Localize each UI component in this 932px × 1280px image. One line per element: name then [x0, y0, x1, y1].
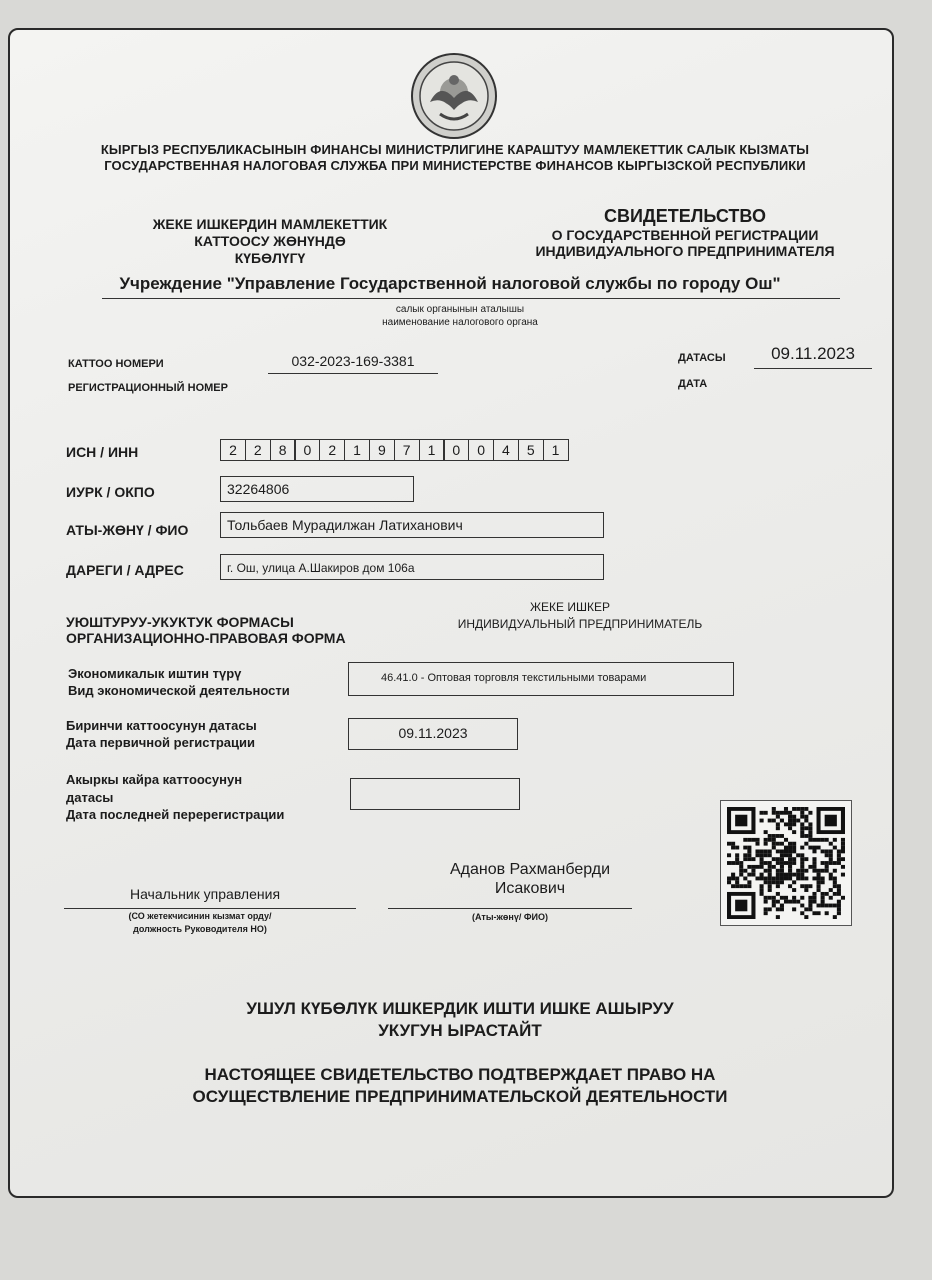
certificate-sheet — [8, 28, 894, 1198]
inn-digit-cell: 8 — [270, 439, 296, 461]
inn-digit-cell: 1 — [419, 439, 445, 461]
name-signature-line — [388, 908, 632, 909]
inn-digit-cell: 0 — [468, 439, 494, 461]
inn-digit-cell: 0 — [443, 439, 469, 461]
inn-digit-cell: 9 — [369, 439, 395, 461]
title-kg: ЖЕКЕ ИШКЕРДИН МАМЛЕКЕТТИК КАТТООСУ ЖӨНҮНДӨ КҮБӨЛҮГҮ — [152, 216, 388, 266]
okpo-label: ИУРК / ОКПО — [66, 484, 155, 500]
inn-digit-cell: 7 — [394, 439, 420, 461]
inn-digit-cell: 2 — [319, 439, 345, 461]
footer-kg: УШУЛ КҮБӨЛҮК ИШКЕРДИК ИШТИ ИШКЕ АШЫРУУ УКУГУН ЫРАСТАЙТ — [246, 999, 674, 1040]
first-reg-label-ru: Дата первичной регистрации — [66, 735, 255, 750]
inn-digit-cell: 0 — [294, 439, 320, 461]
inn-digit-cell: 1 — [543, 439, 569, 461]
activity-field: 46.41.0 - Оптовая торговля текстильными товарами — [348, 662, 734, 696]
inn-digit-cell: 2 — [245, 439, 271, 461]
signer-position: Начальник управления — [129, 886, 281, 902]
okpo-field: 32264806 — [220, 476, 414, 502]
inn-cells — [220, 439, 567, 461]
header-kg: КЫРГЫЗ РЕСПУБЛИКАСЫНЫН ФИНАНСЫ МИНИСТРЛИГИНЕ КАРАШТУУ МАМЛЕКЕТТИК САЛЫК КЫЗМАТЫ — [100, 142, 810, 157]
tax-organ-name: Учреждение "Управление Государственной налоговой службы по городу Ош" — [119, 274, 781, 293]
address-label: ДАРЕГИ / АДРЕС — [66, 562, 184, 578]
legal-form-value-kg: ЖЕКЕ ИШКЕР — [529, 600, 611, 614]
activity-label-ru: Вид экономической деятельности — [68, 683, 290, 698]
fio-label: АТЫ-ЖӨНҮ / ФИО — [66, 522, 189, 538]
position-caption: (СО жетекчисинин кызмат орду/ должность Руководителя НО) — [128, 911, 272, 934]
legal-form-label-ru: ОРГАНИЗАЦИОННО-ПРАВОВАЯ ФОРМА — [66, 630, 346, 646]
name-caption: (Аты-жөнү/ ФИО) — [472, 912, 548, 922]
inn-label: ИСН / ИНН — [66, 444, 139, 460]
first-reg-field: 09.11.2023 — [348, 718, 518, 750]
position-signature-line — [64, 908, 356, 909]
header-ru: ГОСУДАРСТВЕННАЯ НАЛОГОВАЯ СЛУЖБА ПРИ МИНИСТЕРСТВЕ ФИНАНСОВ КЫРГЫЗСКОЙ РЕСПУБЛИКИ — [104, 158, 806, 173]
signer-name: Аданов Рахманберди Исакович — [449, 861, 611, 897]
reg-number-label-ru: РЕГИСТРАЦИОННЫЙ НОМЕР — [68, 382, 228, 394]
qr-code-graphic — [727, 807, 845, 919]
divider — [102, 298, 840, 299]
state-emblem-icon — [410, 52, 498, 140]
last-rereg-label-kg1: Акыркы кайра каттоосунун — [66, 772, 243, 787]
organ-caption-ru: наименование налогового органа — [382, 317, 538, 328]
last-rereg-label-ru: Дата последней перерегистрации — [66, 807, 285, 822]
title-ru: СВИДЕТЕЛЬСТВО О ГОСУДАРСТВЕННОЙ РЕГИСТРАЦИИ ИНДИВИДУАЛЬНОГО ПРЕДПРИНИМАТЕЛЯ — [535, 206, 835, 259]
organ-caption-kg: салык органынын аталышы — [395, 304, 525, 315]
inn-digit-cell: 1 — [344, 439, 370, 461]
inn-digit-cell: 4 — [493, 439, 519, 461]
fio-field: Тольбаев Мурадилжан Латиханович — [220, 512, 604, 538]
date-label-kg: ДАТАСЫ — [678, 352, 726, 364]
legal-form-value-ru: ИНДИВИДУАЛЬНЫЙ ПРЕДПРИНИМАТЕЛЬ — [457, 617, 703, 631]
last-rereg-label-kg2: датасы — [66, 790, 114, 805]
date-label-ru: ДАТА — [678, 378, 708, 390]
reg-number-value: 032-2023-169-3381 — [268, 353, 438, 374]
inn-digit-cell: 2 — [220, 439, 246, 461]
reg-number-label-kg: КАТТОО НОМЕРИ — [68, 358, 164, 370]
qr-code-icon — [720, 800, 852, 926]
address-field: г. Ош, улица А.Шакиров дом 106а — [220, 554, 604, 580]
activity-label-kg: Экономикалык иштин түрү — [68, 666, 242, 681]
footer-ru: НАСТОЯЩЕЕ СВИДЕТЕЛЬСТВО ПОДТВЕРЖДАЕТ ПРАВО НА ОСУЩЕСТВЛЕНИЕ ПРЕДПРИНИМАТЕЛЬСКОЙ ДЕЯТЕЛЬНОСТИ — [192, 1065, 728, 1106]
first-reg-label-kg: Биринчи каттоосунун датасы — [66, 718, 257, 733]
reg-date-value: 09.11.2023 — [754, 344, 872, 369]
inn-digit-cell: 5 — [518, 439, 544, 461]
last-rereg-field — [350, 778, 520, 810]
legal-form-label-kg: УЮШТУРУУ-УКУКТУК ФОРМАСЫ — [66, 614, 294, 630]
